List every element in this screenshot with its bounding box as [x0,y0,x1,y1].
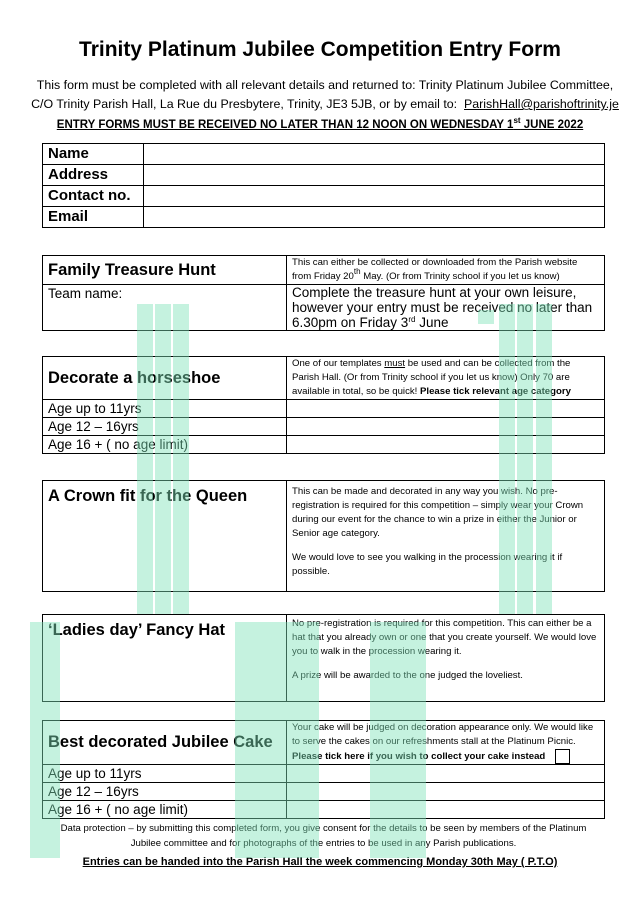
contact-table [42,143,605,228]
cake-tick-1[interactable] [287,765,605,783]
data-protection-notice: Data protection – by submitting this completed form, you give consent for the details to be seen by members of the Platinum Jubilee committee and for photographs of the entries to be used in any Parish publications. [60,823,587,849]
highlight-strip [30,622,60,858]
highlight-strip [235,622,319,858]
team-name-label: Team name: [48,286,123,301]
highlight-strip [155,304,171,614]
horseshoe-tick-3[interactable] [287,436,605,454]
horseshoe-desc: One of our templates must be used and can be collected from the Parish Hall. (Or from Trinity school if you let us know) Only 70 are available in total, so be quick! Please tick relevant age category [287,357,605,400]
highlight-strip [536,304,552,614]
name-field[interactable] [144,144,605,165]
hat-desc: No pre-registration is required for this competition. This can either be a hat that you already own or one that you create yourself. We would love you to walk in the procession wearing it. A prize will be awarded to the one judged the loveliest. [287,615,605,702]
highlight-strip [137,304,153,614]
treasure-hunt-title: Family Treasure Hunt [48,260,216,279]
intro-text [30,76,620,114]
treasure-hunt-leisure: Complete the treasure hunt at your own leisure, however your entry must be received no later than 6.30pm on Friday 3rd June [287,285,605,331]
contact-no-field[interactable] [144,186,605,207]
highlight-strip [499,304,515,614]
crown-title: A Crown fit for the Queen [48,487,248,505]
horseshoe-age-row-1: Age up to 11yrs [43,400,287,418]
horseshoe-age-row-2: Age 12 – 16yrs [43,418,287,436]
contact-no-label: Contact no. [43,186,144,207]
deadline-notice: ENTRY FORMS MUST BE RECEIVED NO LATER THAN 12 NOON ON WEDNESDAY 1st JUNE 2022 [56,116,584,131]
hat-section [42,614,605,702]
email-link[interactable]: ParishHall@parishoftrinity.je [464,97,619,111]
horseshoe-tick-1[interactable] [287,400,605,418]
cake-age-row-1: Age up to 11yrs [43,765,287,783]
treasure-hunt-desc: This can either be collected or downloaded from the Parish website from Friday 20th May. (Or from Trinity school if you let us know) [287,256,605,285]
name-label: Name [43,144,144,165]
crown-desc: This can be made and decorated in any way you wish. No pre-registration is required for this competition – simply wear your Crown during our event for the chance to win a prize in either the Junior or Senior age category. We would love to see you walking in the procession wearing it if possible. [287,481,605,592]
handin-notice: Entries can be handed into the Parish Hall the week commencing Monday 30th May ( P.T.O) [82,856,558,868]
cake-section [42,720,605,819]
email-field[interactable] [144,207,605,228]
horseshoe-title: Decorate a horseshoe [48,368,221,387]
cake-tick-2[interactable] [287,783,605,801]
cake-title: Best decorated Jubilee Cake [48,733,273,752]
highlight-strip [173,304,189,614]
intro-line-2: C/O Trinity Parish Hall, La Rue du Presbytere, Trinity, JE3 5JB, or by email to: [31,97,458,111]
highlight-strip [478,310,494,324]
intro-line-1: This form must be completed with all relevant details and returned to: Trinity Platinum Jubilee Committee, [36,78,614,92]
address-label: Address [43,165,144,186]
highlight-strip [370,622,426,858]
horseshoe-tick-2[interactable] [287,418,605,436]
page-title: Trinity Platinum Jubilee Competition Entry Form [79,38,561,61]
horseshoe-age-row-3: Age 16 + ( no age limit) [43,436,287,454]
highlight-strip [517,304,533,614]
cake-age-row-2: Age 12 – 16yrs [43,783,287,801]
address-field[interactable] [144,165,605,186]
email-label: Email [43,207,144,228]
hat-title: ‘Ladies day’ Fancy Hat [48,621,225,639]
collect-cake-checkbox[interactable] [555,749,570,764]
cake-age-row-3: Age 16 + ( no age limit) [43,801,287,819]
cake-desc: Your cake will be judged on decoration appearance only. We would like to serve the cakes on our refreshments stall at the Platinum Picnic. Please tick here if you wish to collect your cake instead [287,721,605,765]
cake-tick-3[interactable] [287,801,605,819]
